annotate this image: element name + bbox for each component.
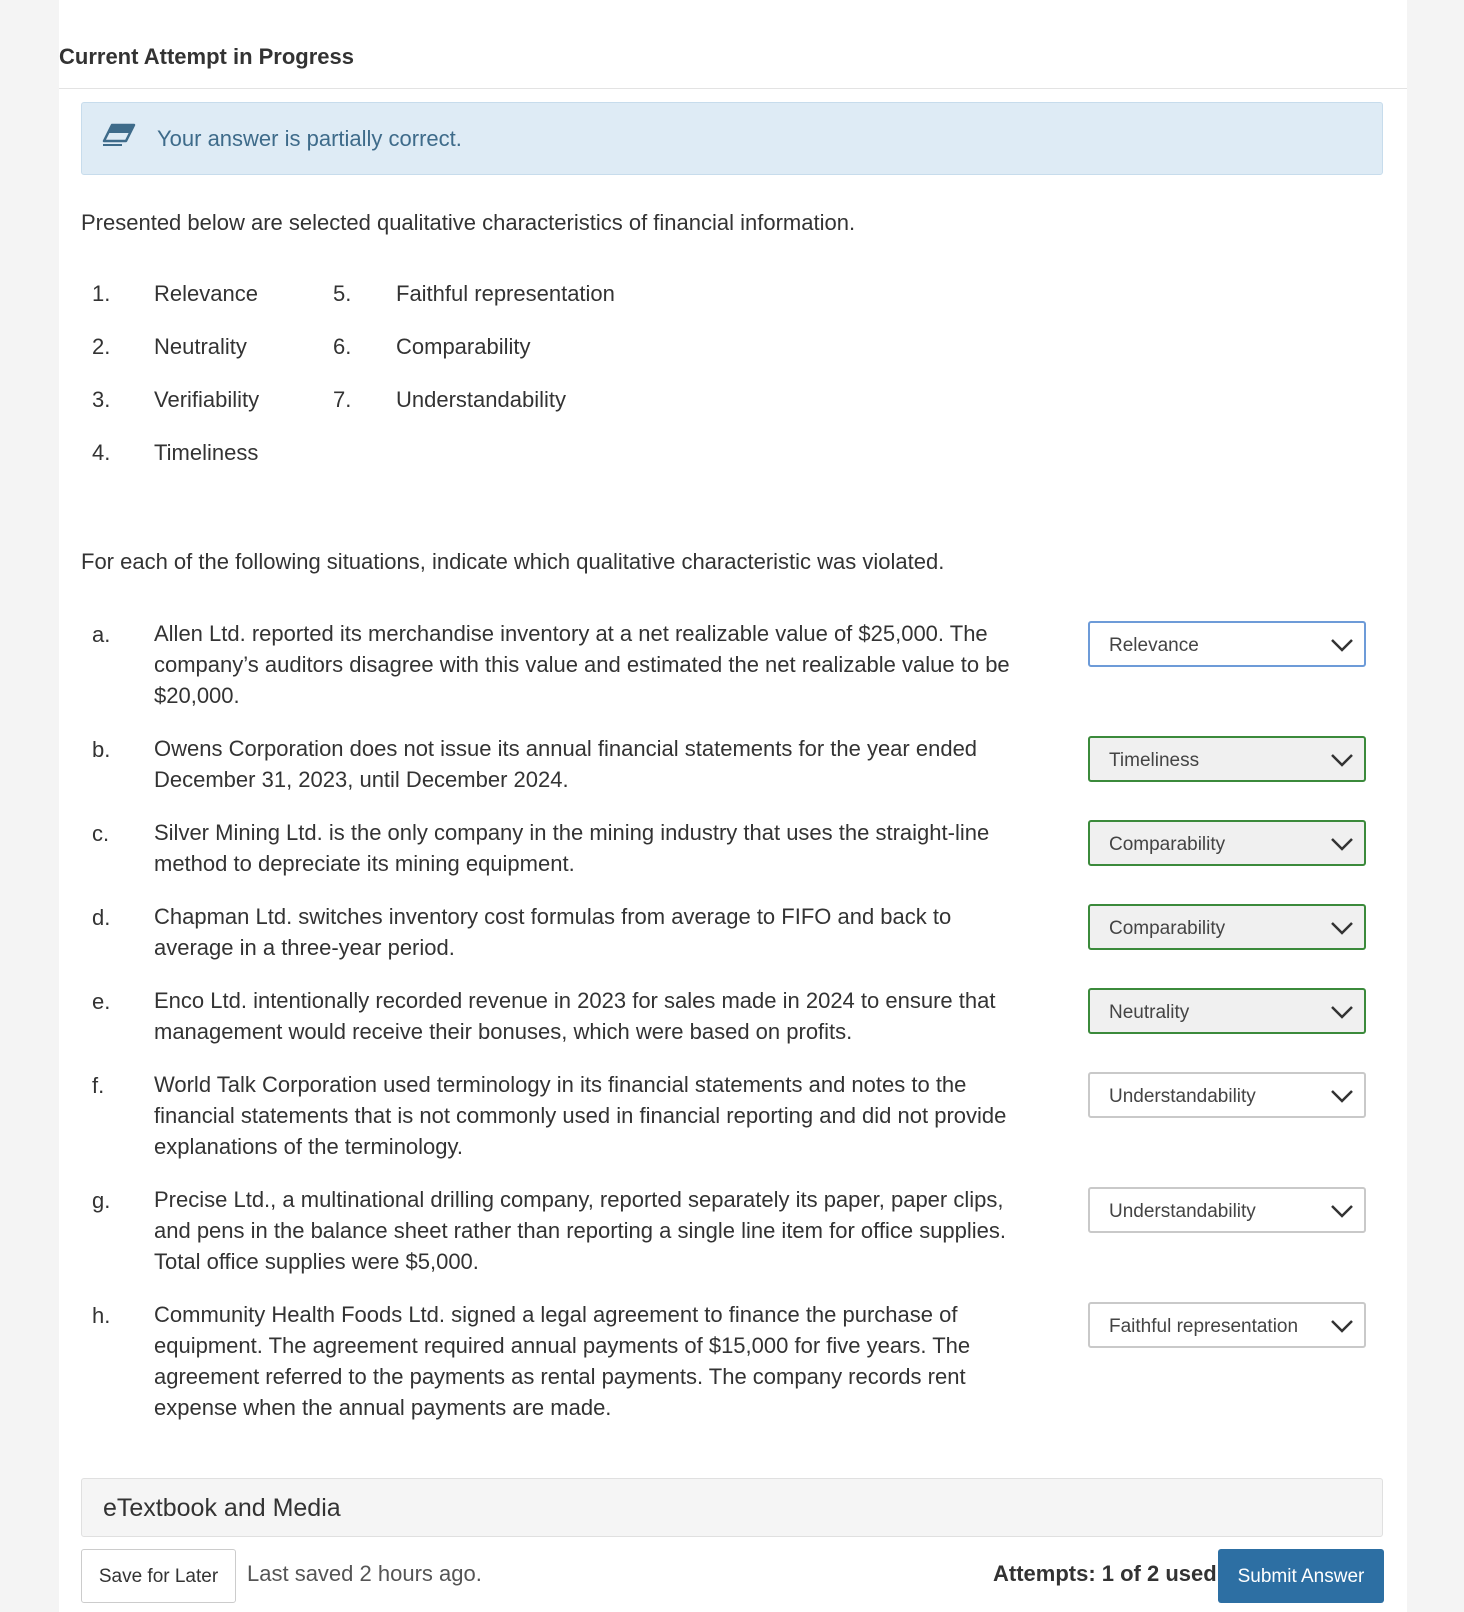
feedback-text: Your answer is partially correct. <box>157 126 462 151</box>
question-letter: b. <box>92 737 111 762</box>
question-text: Owens Corporation does not issue its annual financial statements for the year ended December 31, 2023, until December 2024. <box>154 736 978 792</box>
characteristic-label: Neutrality <box>154 334 247 359</box>
feedback-alert <box>81 102 1383 175</box>
etextbook-media-label: eTextbook and Media <box>103 1494 341 1522</box>
chevron-down-icon <box>1330 1319 1354 1333</box>
question-text: Chapman Ltd. switches inventory cost formulas from average to FIFO and back to average in a three-year period. <box>154 904 952 960</box>
characteristic-number: 5. <box>333 281 352 306</box>
question-text: World Talk Corporation used terminology in its financial statements and notes to the financial statements that is not commonly used in financial reporting and did not provide explanations of the terminology. <box>154 1072 1007 1159</box>
question-letter: d. <box>92 905 111 930</box>
last-saved-status: Last saved 2 hours ago. <box>247 1561 482 1586</box>
select-value: Relevance <box>1109 635 1199 656</box>
chevron-down-icon <box>1330 1089 1354 1103</box>
select-value: Faithful representation <box>1109 1316 1299 1337</box>
chevron-down-icon <box>1330 753 1354 767</box>
submit-answer-button[interactable]: Submit Answer <box>1218 1549 1384 1603</box>
characteristic-label: Timeliness <box>154 440 259 465</box>
divider <box>59 88 1407 89</box>
chevron-down-icon <box>1330 638 1354 652</box>
question-text: Precise Ltd., a multinational drilling company, reported separately its paper, paper clips, and pens in the balance sheet rather than reporting a single line item for office supplies. Total office supplies were $5,000. <box>154 1187 1007 1274</box>
instruction-text: For each of the following situations, indicate which qualitative characteristic was violated. <box>81 549 945 574</box>
characteristic-number: 4. <box>92 440 111 465</box>
answer-select-f[interactable] <box>1088 1072 1366 1118</box>
question-text: Silver Mining Ltd. is the only company in the mining industry that uses the straight-line method to depreciate its mining equipment. <box>154 820 990 876</box>
select-value: Comparability <box>1109 918 1226 939</box>
characteristic-number: 1. <box>92 281 111 306</box>
question-letter: c. <box>92 821 110 846</box>
characteristic-label: Faithful representation <box>396 281 615 306</box>
question-letter: g. <box>92 1188 111 1213</box>
eraser-icon <box>102 123 136 147</box>
characteristic-label: Understandability <box>396 387 566 412</box>
characteristic-label: Verifiability <box>154 387 260 412</box>
save-for-later-button[interactable]: Save for Later <box>81 1549 236 1603</box>
question-letter: a. <box>92 622 111 647</box>
characteristic-number: 6. <box>333 334 352 359</box>
chevron-down-icon <box>1330 921 1354 935</box>
characteristic-number: 7. <box>333 387 352 412</box>
answer-select-e[interactable] <box>1088 988 1366 1034</box>
chevron-down-icon <box>1330 1204 1354 1218</box>
answer-select-d[interactable] <box>1088 904 1366 950</box>
answer-select-b[interactable] <box>1088 736 1366 782</box>
question-letter: f. <box>92 1073 105 1098</box>
answer-select-a[interactable] <box>1088 621 1366 667</box>
answer-select-h[interactable] <box>1088 1302 1366 1348</box>
question-letter: e. <box>92 989 111 1014</box>
select-value: Neutrality <box>1109 1002 1190 1023</box>
characteristic-label: Comparability <box>396 334 531 359</box>
etextbook-media-section[interactable] <box>81 1478 1383 1537</box>
select-value: Understandability <box>1109 1086 1256 1107</box>
attempts-counter: Attempts: 1 of 2 used <box>993 1561 1217 1586</box>
characteristic-number: 2. <box>92 334 111 359</box>
chevron-down-icon <box>1330 837 1354 851</box>
intro-text: Presented below are selected qualitative characteristics of financial information. <box>81 210 856 235</box>
select-value: Understandability <box>1109 1201 1256 1222</box>
page-title: Current Attempt in Progress <box>59 44 355 69</box>
select-value: Timeliness <box>1109 750 1200 771</box>
answer-select-g[interactable] <box>1088 1187 1366 1233</box>
question-text: Allen Ltd. reported its merchandise inventory at a net realizable value of $25,000. The company’s auditors disagree with this value and estimated the net realizable value to be $20,000. <box>154 621 1010 708</box>
characteristic-label: Relevance <box>154 281 258 306</box>
question-text: Enco Ltd. intentionally recorded revenue in 2023 for sales made in 2024 to ensure that management would receive their bonuses, which were based on profits. <box>154 988 996 1044</box>
characteristic-number: 3. <box>92 387 111 412</box>
question-text: Community Health Foods Ltd. signed a legal agreement to finance the purchase of equipment. The agreement required annual payments of $15,000 for five years. The agreement referred to the payments as rental payments. The company records rent expense when the annual payments are made. <box>154 1302 971 1420</box>
chevron-down-icon <box>1330 1005 1354 1019</box>
question-letter: h. <box>92 1303 111 1328</box>
select-value: Comparability <box>1109 834 1226 855</box>
answer-select-c[interactable] <box>1088 820 1366 866</box>
